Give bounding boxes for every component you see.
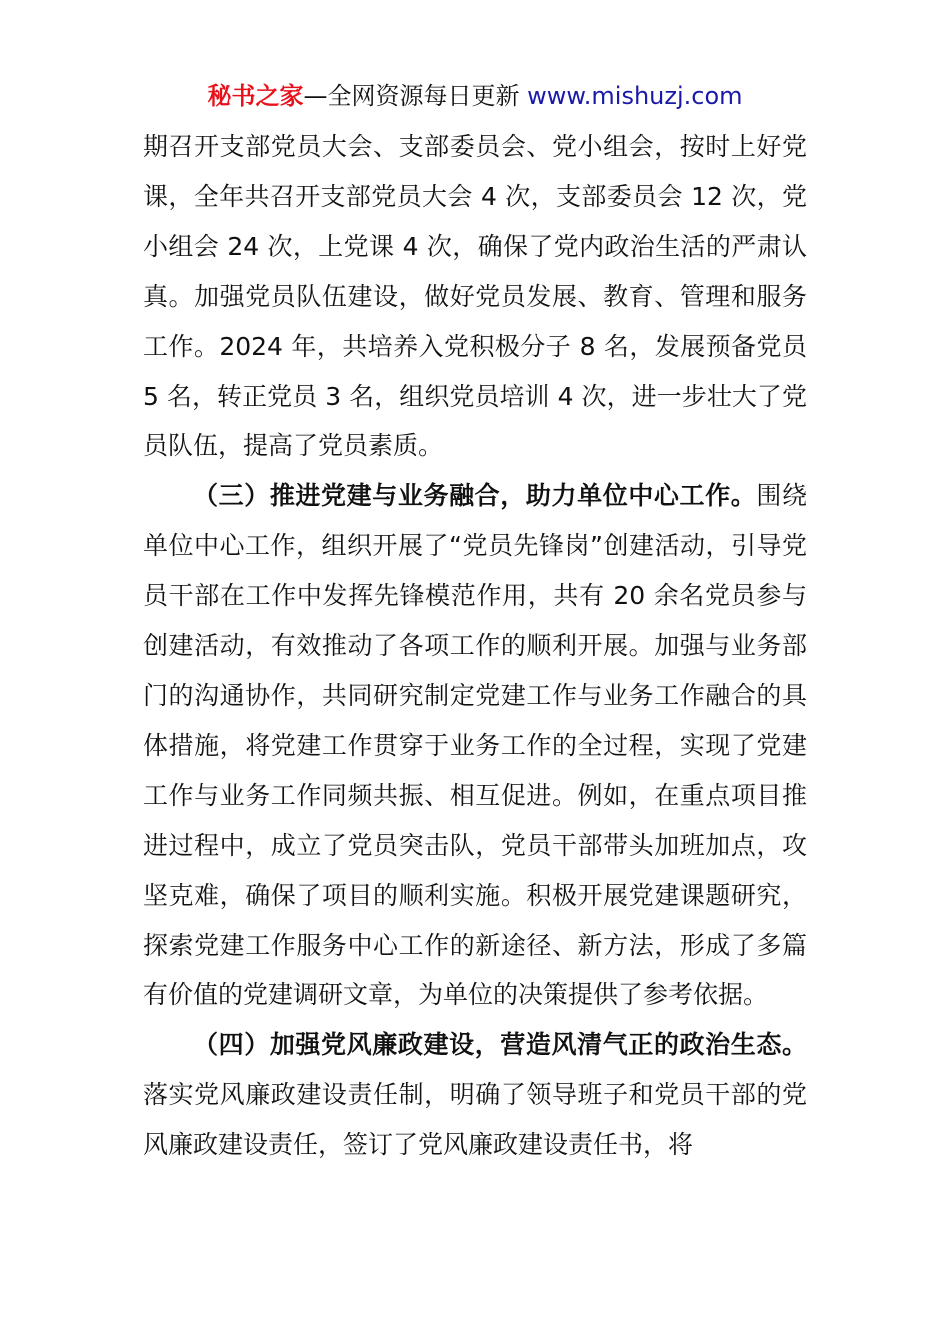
- paragraph-text: 围绕单位中心工作，组织开展了“党员先锋岗”创建活动，引导党员干部在工作中发挥先锋模范作用，共有 20 余名党员参与创建活动，有效推动了各项工作的顺利开展。加强与业务部门的沟通协作，共同研究制定党建工作与业务工作融合的具体措施，将党建工作贯穿于业务工作的全过程，实现了党建工作与业务工作同频共振、相互促进。例如，在重点项目推进过程中，成立了党员突击队，党员干部带头加班加点，攻坚克难，确保了项目的顺利实施。积极开展党建课题研究，探索党建工作服务中心工作的新途径、新方法，形成了多篇有价值的党建调研文章，为单位的决策提供了参考依据。: [143, 481, 807, 1010]
- section-heading: （四）加强党风廉政建设，营造风清气正的政治生态。: [193, 1030, 807, 1060]
- paragraph-text: 落实党风廉政建设责任制，明确了领导班子和党员干部的党风廉政建设责任，签订了党风廉政建设责任书，将: [143, 1080, 807, 1160]
- paragraph-text: 期召开支部党员大会、支部委员会、党小组会，按时上好党课，全年共召开支部党员大会 4 次，支部委员会 12 次，党小组会 24 次，上党课 4 次，确保了党内政治生活的严肃认真。加强党员队伍建设，做好党员发展、教育、管理和服务工作。2024 年，共培养入党积极分子 8 名，发展预备党员 5 名，转正党员 3 名，组织党员培训 4 次，进一步壮大了党员队伍，提高了党员素质。: [143, 132, 807, 461]
- site-url-link[interactable]: www.mishuzj.com: [527, 82, 743, 110]
- site-brand: 秘书之家: [207, 82, 304, 110]
- document-body: [143, 122, 807, 1170]
- site-tagline: —全网资源每日更新: [303, 82, 528, 110]
- paragraph-section-3: [143, 471, 807, 1020]
- paragraph-continuation: [143, 122, 807, 471]
- section-heading: （三）推进党建与业务融合，助力单位中心工作。: [193, 481, 757, 511]
- paragraph-section-4: [143, 1020, 807, 1170]
- site-header: [0, 80, 950, 112]
